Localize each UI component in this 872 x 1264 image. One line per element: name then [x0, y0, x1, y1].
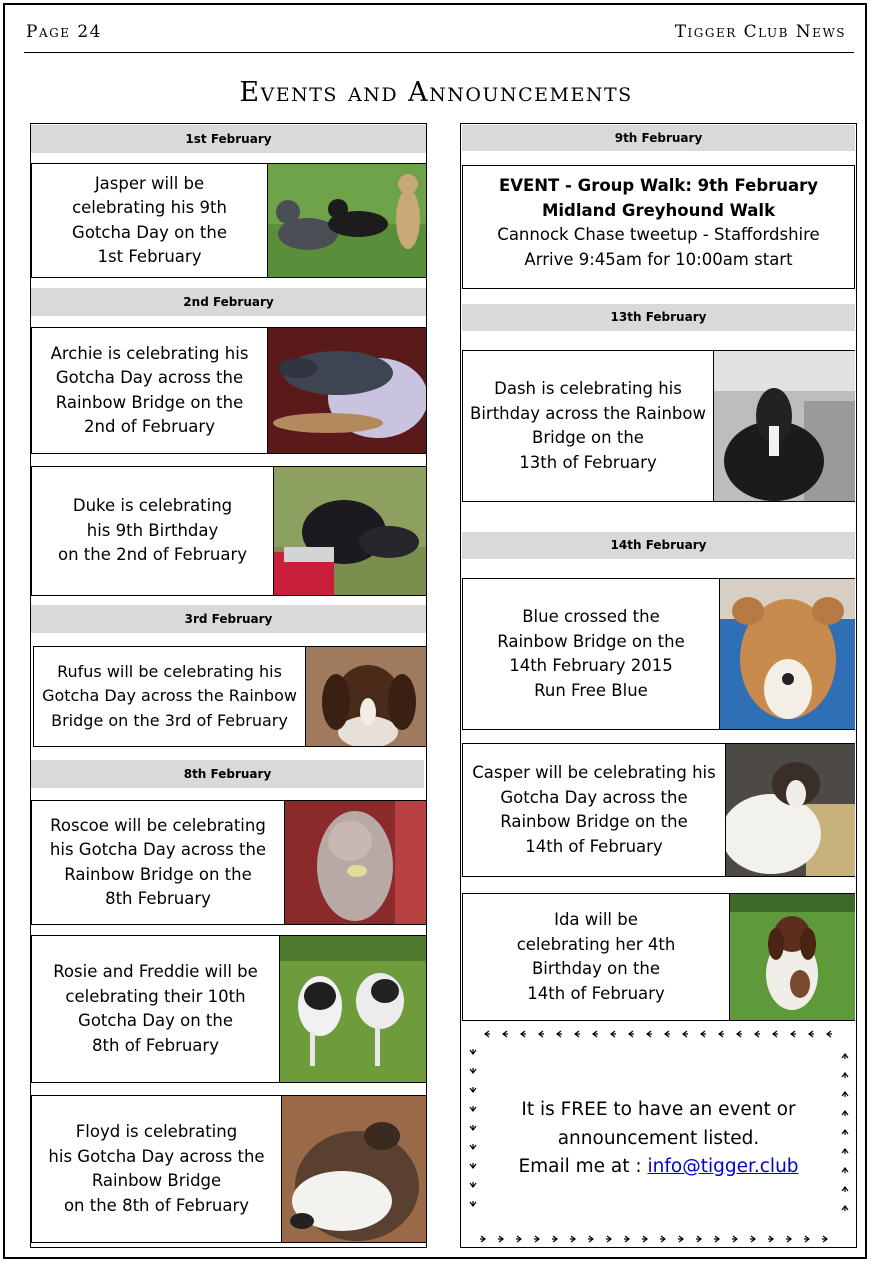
announcement-text: Rosie and Freddie will be celebrating their 10th Gotcha Day on the 8th of February: [53, 962, 258, 1055]
page-title: Events and Announcements: [239, 77, 633, 108]
date-band-8th-february: 8th February: [31, 760, 424, 788]
dog-photo-dash: [713, 351, 855, 501]
dog-photo-rufus: [305, 647, 426, 746]
free-notice-email-line: [495, 1153, 822, 1182]
free-notice-line2: announcement listed.: [557, 1127, 760, 1149]
announcement-text: Dash is celebrating his Birthday across the Rainbow Bridge on the 13th of February: [470, 379, 706, 472]
date-band-1st-february: 1st February: [31, 125, 426, 153]
announcement-text: Jasper will be celebrating his 9th Gotcha Day on the 1st February: [72, 173, 227, 266]
free-notice-line1: It is FREE to have an event or: [521, 1099, 796, 1120]
email-prefix: Email me at :: [518, 1156, 648, 1177]
dog-photo-jasper: [267, 164, 426, 277]
announcement-rufus: [33, 646, 426, 747]
announcement-text: Ida will be celebrating her 4th Birthday on the 14th of February: [516, 910, 676, 1003]
free-listing-notice: [465, 1024, 852, 1248]
announcement-text: Blue crossed the Rainbow Bridge on the 14th February 2015 Run Free Blue: [497, 607, 685, 700]
dog-photo-archie: [267, 328, 426, 453]
date-band-9th-february: 9th February: [462, 125, 855, 151]
announcement-duke: [31, 466, 426, 596]
announcement-archie: [31, 327, 426, 454]
newsletter-name: Tigger Club News: [674, 22, 846, 42]
page-number: Page 24: [26, 22, 102, 42]
announcement-text: Roscoe will be celebrating his Gotcha Day across the Rainbow Bridge on the 8th February: [49, 815, 267, 908]
announcement-text: Floyd is celebrating his Gotcha Day across the Rainbow Bridge on the 8th of February: [48, 1122, 265, 1215]
event-location: Cannock Chase tweetup - Staffordshire: [497, 225, 820, 244]
email-link[interactable]: info@tigger.club: [647, 1156, 799, 1177]
event-name: Midland Greyhound Walk: [541, 200, 776, 220]
date-band-14th-february: 14th February: [462, 532, 855, 559]
header-rule: [24, 52, 854, 53]
announcement-roscoe: [31, 800, 426, 925]
dog-photo-floyd: [281, 1096, 426, 1242]
event-title: EVENT - Group Walk: 9th February: [498, 176, 819, 195]
announcement-casper: [462, 743, 855, 877]
dog-photo-duke: [273, 467, 426, 595]
date-band-13th-february: 13th February: [462, 304, 855, 331]
announcement-ida: [462, 893, 855, 1021]
dog-photo-blue: [719, 579, 855, 729]
announcement-floyd: [31, 1095, 426, 1243]
dog-photo-roscoe: [284, 801, 426, 924]
event-group-walk: [462, 165, 855, 289]
date-band-3rd-february: 3rd February: [31, 605, 426, 633]
dog-photo-rosie-freddie: [279, 936, 426, 1082]
announcement-text: Archie is celebrating his Gotcha Day across the Rainbow Bridge on the 2nd of February: [50, 343, 249, 436]
announcement-text: Rufus will be celebrating his Gotcha Day across the Rainbow Bridge on the 3rd of February: [42, 661, 297, 730]
announcement-jasper: [31, 163, 426, 278]
event-text: [463, 174, 854, 272]
announcement-text: Duke is celebrating his 9th Birthday on the 2nd of February: [57, 496, 248, 565]
dog-photo-ida: [729, 894, 855, 1020]
dog-photo-casper: [725, 744, 855, 876]
announcement-text: Casper will be celebrating his Gotcha Day across the Rainbow Bridge on the 14th of February: [472, 763, 716, 856]
free-notice-text: [495, 1096, 822, 1182]
announcement-blue: [462, 578, 855, 730]
announcement-rosie-freddie: [31, 935, 426, 1083]
date-band-2nd-february: 2nd February: [31, 288, 426, 316]
announcement-dash: [462, 350, 855, 502]
event-time: Arrive 9:45am for 10:00am start: [524, 249, 793, 269]
